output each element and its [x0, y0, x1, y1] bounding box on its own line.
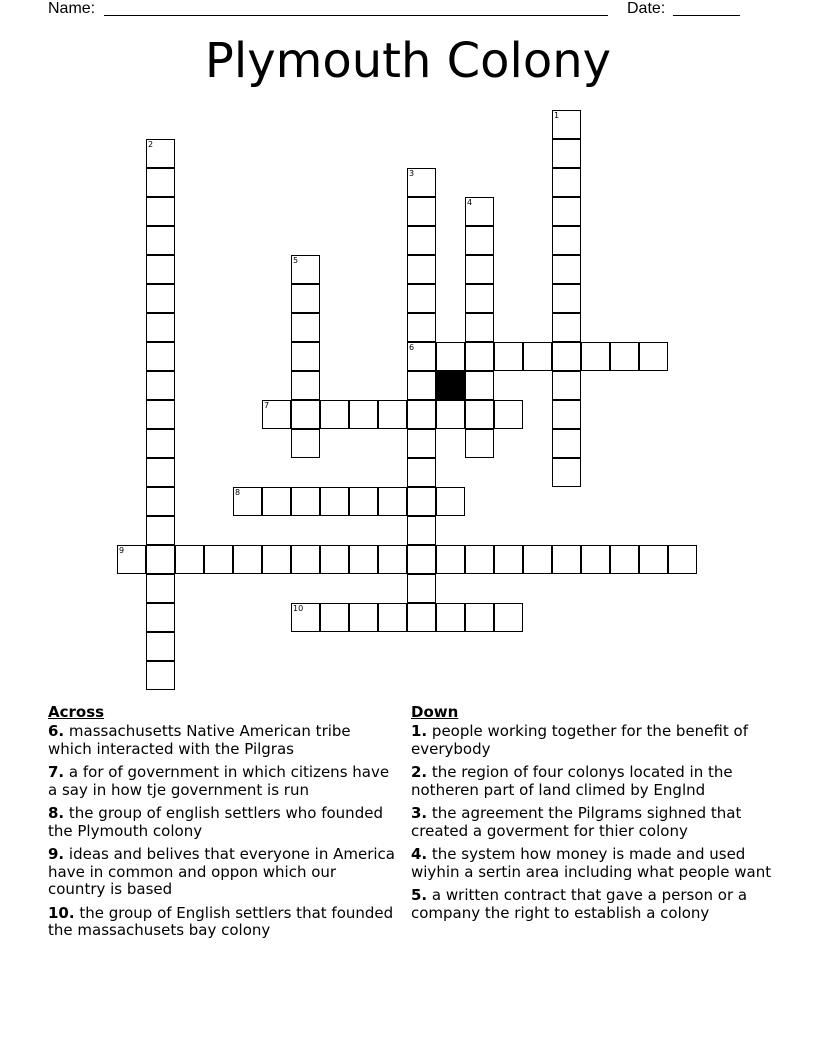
clue-down-3: 3. the agreement the Pilgrams sighned that created a goverment for thier colony — [411, 804, 742, 840]
grid-cell[interactable] — [465, 342, 494, 371]
grid-cell[interactable] — [291, 284, 320, 313]
clue-number: 9 — [119, 546, 125, 555]
black-cell — [436, 371, 465, 400]
grid-cell[interactable] — [291, 487, 320, 516]
grid-cell[interactable] — [407, 400, 436, 429]
grid-cell[interactable] — [552, 371, 581, 400]
grid-cell[interactable] — [610, 545, 639, 574]
grid-cell[interactable] — [552, 139, 581, 168]
grid-cell[interactable] — [494, 342, 523, 371]
grid-cell[interactable] — [146, 603, 175, 632]
grid-cell[interactable] — [407, 342, 436, 371]
grid-cell[interactable] — [262, 400, 291, 429]
grid-cell[interactable] — [233, 545, 262, 574]
grid-cell[interactable] — [146, 661, 175, 690]
down-heading: Down — [411, 703, 459, 721]
grid-cell[interactable] — [581, 342, 610, 371]
grid-cell[interactable] — [465, 226, 494, 255]
clue-number: 5 — [293, 256, 299, 265]
grid-cell[interactable] — [146, 429, 175, 458]
grid-cell[interactable] — [465, 545, 494, 574]
grid-cell[interactable] — [552, 284, 581, 313]
clue-down-2: 2. the region of four colonys located in the notheren part of land climed by Englnd — [411, 763, 733, 799]
grid-cell[interactable] — [349, 603, 378, 632]
grid-cell[interactable] — [465, 400, 494, 429]
grid-cell[interactable] — [146, 516, 175, 545]
down-clues — [411, 703, 781, 928]
grid-cell[interactable] — [291, 400, 320, 429]
grid-cell[interactable] — [146, 197, 175, 226]
grid-cell[interactable] — [117, 545, 146, 574]
grid-cell[interactable] — [523, 545, 552, 574]
clue-across-7: 7. a for of government in which citizens have a say in how tje government is run — [48, 763, 390, 799]
grid-cell[interactable] — [465, 284, 494, 313]
grid-cell[interactable] — [436, 545, 465, 574]
clue-number: 1 — [554, 111, 560, 120]
grid-cell[interactable] — [523, 342, 552, 371]
grid-cell[interactable] — [320, 603, 349, 632]
grid-cell[interactable] — [639, 342, 668, 371]
grid-cell[interactable] — [291, 313, 320, 342]
grid-cell[interactable] — [320, 487, 349, 516]
grid-cell[interactable] — [436, 342, 465, 371]
grid-cell[interactable] — [146, 226, 175, 255]
clue-number: 3 — [409, 169, 415, 178]
grid-cell[interactable] — [378, 545, 407, 574]
grid-cell[interactable] — [552, 545, 581, 574]
grid-cell[interactable] — [378, 487, 407, 516]
grid-cell[interactable] — [407, 197, 436, 226]
grid-cell[interactable] — [610, 342, 639, 371]
grid-cell[interactable] — [291, 255, 320, 284]
grid-cell[interactable] — [407, 574, 436, 603]
grid-cell[interactable] — [407, 226, 436, 255]
grid-cell[interactable] — [465, 429, 494, 458]
grid-cell[interactable] — [552, 313, 581, 342]
clue-down-5: 5. a written contract that gave a person or a company the right to establish a colony — [411, 886, 748, 922]
grid-cell[interactable] — [552, 429, 581, 458]
grid-cell[interactable] — [349, 487, 378, 516]
grid-cell[interactable] — [668, 545, 697, 574]
across-heading: Across — [48, 703, 105, 721]
grid-cell[interactable] — [407, 429, 436, 458]
clue-number: 2 — [148, 140, 154, 149]
clue-number: 8 — [235, 488, 241, 497]
grid-cell[interactable] — [291, 371, 320, 400]
date-label: Date: — [627, 0, 666, 17]
grid-cell[interactable] — [465, 313, 494, 342]
clue-number: 10 — [293, 604, 304, 613]
grid-cell[interactable] — [146, 545, 175, 574]
grid-cell[interactable] — [465, 371, 494, 400]
grid-cell[interactable] — [407, 168, 436, 197]
grid-cell[interactable] — [320, 545, 349, 574]
grid-cell[interactable] — [291, 603, 320, 632]
grid-cell[interactable] — [146, 284, 175, 313]
clue-down-1: 1. people working together for the benefit of everybody — [411, 722, 748, 758]
grid-cell[interactable] — [407, 516, 436, 545]
grid-cell[interactable] — [552, 226, 581, 255]
grid-cell[interactable] — [436, 400, 465, 429]
grid-cell[interactable] — [552, 458, 581, 487]
across-clues — [48, 703, 398, 946]
grid-cell[interactable] — [407, 487, 436, 516]
grid-cell[interactable] — [146, 342, 175, 371]
grid-cell[interactable] — [262, 545, 291, 574]
grid-cell[interactable] — [494, 400, 523, 429]
grid-cell[interactable] — [552, 110, 581, 139]
grid-cell[interactable] — [465, 603, 494, 632]
clue-number: 7 — [264, 401, 270, 410]
grid-cell[interactable] — [639, 545, 668, 574]
grid-cell[interactable] — [407, 545, 436, 574]
clue-down-4: 4. the system how money is made and used wiyhin a sertin area including what people want — [411, 845, 772, 881]
grid-cell[interactable] — [407, 458, 436, 487]
grid-cell[interactable] — [552, 168, 581, 197]
name-label: Name: — [48, 0, 96, 17]
grid-cell[interactable] — [407, 284, 436, 313]
grid-cell[interactable] — [204, 545, 233, 574]
grid-cell[interactable] — [146, 313, 175, 342]
grid-cell[interactable] — [146, 400, 175, 429]
clue-across-9: 9. ideas and belives that everyone in America have in common and oppon which our country is based — [48, 845, 395, 898]
grid-cell[interactable] — [552, 342, 581, 371]
grid-cell[interactable] — [146, 255, 175, 284]
grid-cell[interactable] — [552, 255, 581, 284]
grid-cell[interactable] — [494, 603, 523, 632]
grid-cell[interactable] — [407, 603, 436, 632]
clue-across-10: 10. the group of English settlers that founded the massachusets bay colony — [48, 903, 394, 939]
grid-cell[interactable] — [436, 603, 465, 632]
clue-number: 4 — [467, 198, 473, 207]
grid-cell[interactable] — [146, 574, 175, 603]
grid-cell[interactable] — [407, 371, 436, 400]
grid-cell[interactable] — [146, 168, 175, 197]
grid-cell[interactable] — [494, 545, 523, 574]
grid-cell[interactable] — [291, 429, 320, 458]
grid-cell[interactable] — [436, 487, 465, 516]
grid-cell[interactable] — [175, 545, 204, 574]
clue-across-6: 6. massachusetts Native American tribe which interacted with the Pilgras — [48, 722, 351, 758]
grid-cell[interactable] — [552, 400, 581, 429]
clue-across-8: 8. the group of english settlers who founded the Plymouth colony — [48, 804, 383, 840]
puzzle-title: Plymouth Colony — [204, 33, 612, 89]
grid-cell[interactable] — [407, 313, 436, 342]
grid-cell[interactable] — [378, 400, 407, 429]
clue-number: 6 — [409, 343, 415, 352]
grid-cell[interactable] — [146, 458, 175, 487]
grid-cell[interactable] — [407, 255, 436, 284]
grid-cell[interactable] — [146, 371, 175, 400]
grid-cell[interactable] — [146, 487, 175, 516]
grid-cell[interactable] — [146, 632, 175, 661]
grid-cell[interactable] — [465, 197, 494, 226]
grid-cell[interactable] — [291, 545, 320, 574]
grid-cell[interactable] — [233, 487, 262, 516]
grid-cell[interactable] — [320, 400, 349, 429]
grid-cell[interactable] — [262, 487, 291, 516]
grid-cell[interactable] — [349, 545, 378, 574]
grid-cell[interactable] — [349, 400, 378, 429]
grid-cell[interactable] — [552, 197, 581, 226]
grid-cell[interactable] — [465, 255, 494, 284]
grid-cell[interactable] — [378, 603, 407, 632]
grid-cell[interactable] — [291, 342, 320, 371]
grid-cell[interactable] — [146, 139, 175, 168]
grid-cell[interactable] — [581, 545, 610, 574]
